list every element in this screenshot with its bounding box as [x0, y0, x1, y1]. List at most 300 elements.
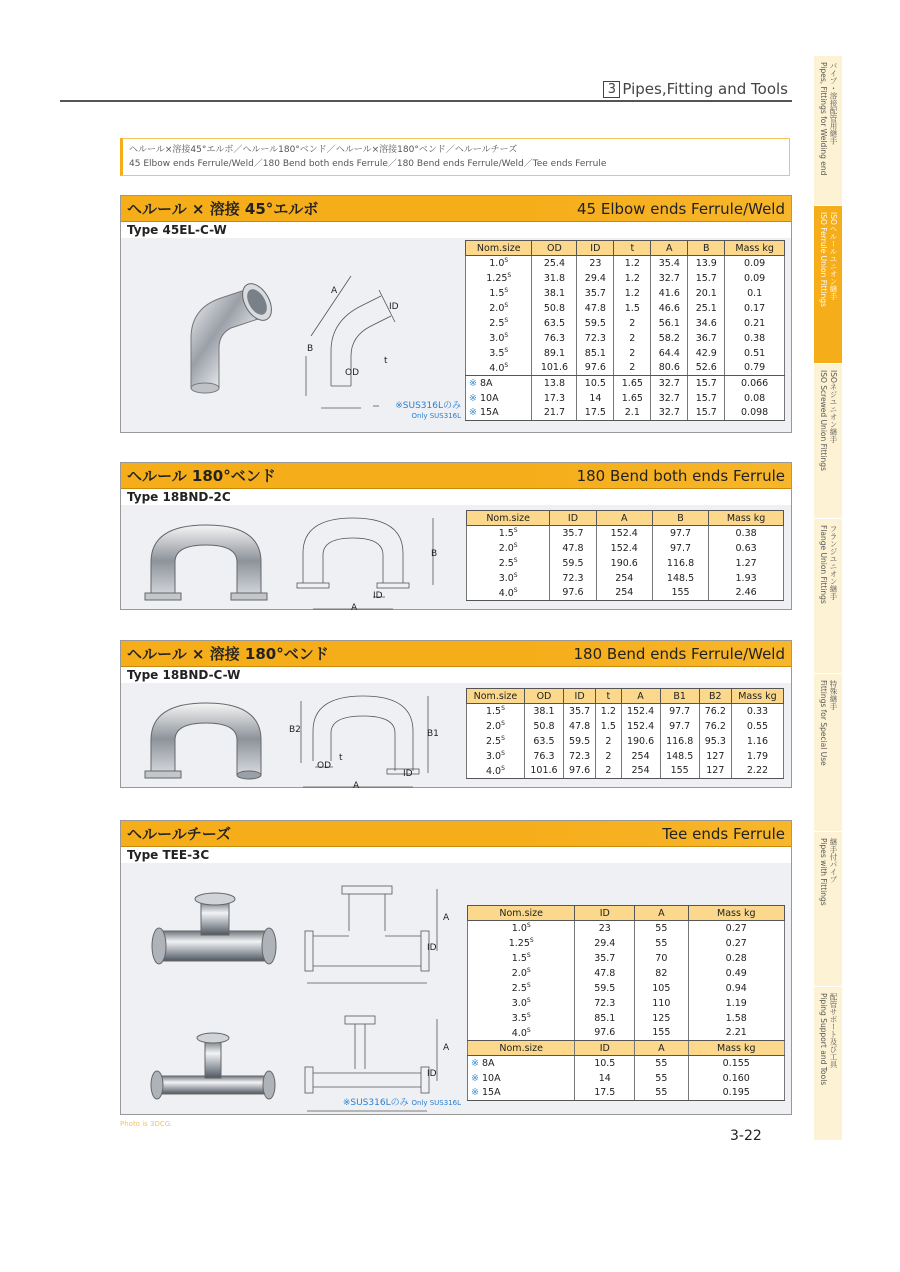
table-cell: 23 [577, 256, 614, 271]
bend-drawing [293, 513, 443, 618]
table-cell: 1.65 [614, 376, 651, 391]
table-cell: $2.0^S$ [466, 301, 532, 316]
section-header [121, 463, 791, 489]
table-cell: 1.93 [709, 571, 784, 586]
table-cell: $1.5^S$ [467, 704, 525, 719]
table-cell: 32.7 [651, 271, 688, 286]
table-cell: 0.28 [688, 951, 785, 966]
table-cell: 23 [575, 921, 635, 936]
table-cell: 46.6 [651, 301, 688, 316]
table-cell: 41.6 [651, 286, 688, 301]
spec-table [467, 905, 785, 1101]
table-cell: $1.0^S$ [466, 256, 532, 271]
sus316l-note [301, 1095, 461, 1108]
dim-a-label: A [443, 913, 450, 923]
bend-weld-photo [141, 695, 271, 783]
table-cell: 1.2 [596, 704, 621, 719]
table-cell: 116.8 [652, 556, 708, 571]
table-cell: $4.0^S$ [466, 361, 532, 376]
table-cell: 76.2 [699, 704, 731, 719]
table-cell: $3.5^S$ [466, 346, 532, 361]
table-row [467, 719, 784, 734]
side-tab-label: 継手付パイプ Pipes with Fittings [819, 838, 838, 906]
table-cell: 254 [621, 749, 660, 764]
side-tab[interactable] [814, 519, 842, 674]
chapter-number: 3 [603, 81, 620, 98]
table-cell: 152.4 [596, 526, 652, 541]
dim-id-label: ID [389, 302, 399, 312]
table-cell: 85.1 [577, 346, 614, 361]
table-cell: $1.0^S$ [468, 921, 575, 936]
table-cell: 0.27 [688, 921, 785, 936]
table-cell: 254 [596, 571, 652, 586]
table-cell: 50.8 [532, 301, 577, 316]
table-cell: 55 [635, 1056, 688, 1071]
table-cell: 97.7 [652, 541, 708, 556]
table-cell: 95.3 [699, 734, 731, 749]
table-cell: 47.8 [575, 966, 635, 981]
table-header: B [688, 241, 725, 256]
table-cell: ※ 8A [468, 1056, 575, 1071]
table-cell: 14 [577, 391, 614, 406]
table-cell: 0.066 [725, 376, 785, 391]
bend-photo [141, 517, 271, 605]
section-45-elbow [120, 195, 792, 433]
table-row [468, 1026, 785, 1041]
table-cell: 0.1 [725, 286, 785, 301]
table-cell: 155 [652, 586, 708, 601]
table-cell: 89.1 [532, 346, 577, 361]
table-cell: 36.7 [688, 331, 725, 346]
table-cell: 254 [596, 586, 652, 601]
table-header: Nom.size [466, 241, 532, 256]
dim-b2-label: B2 [289, 725, 301, 735]
table-header: Mass kg [725, 241, 785, 256]
table-cell: 2 [614, 316, 651, 331]
table-cell: 0.27 [688, 936, 785, 951]
section-180-bend-weld [120, 640, 792, 791]
table-cell: 152.4 [596, 541, 652, 556]
table-row [466, 406, 785, 421]
table-cell: $3.0^S$ [468, 996, 575, 1011]
table-cell: 80.6 [651, 361, 688, 376]
table-cell: 125 [635, 1011, 688, 1026]
table-cell: $2.5^S$ [467, 734, 525, 749]
table-cell: 0.79 [725, 361, 785, 376]
dim-b-label: B [431, 549, 438, 559]
side-tab[interactable] [814, 987, 842, 1141]
table-cell: ※ 15A [466, 406, 532, 421]
table-cell: 0.098 [725, 406, 785, 421]
table-cell: ※ 15A [468, 1086, 575, 1101]
table-row [468, 936, 785, 951]
table-cell: 59.5 [564, 734, 596, 749]
table-cell: 47.8 [550, 541, 596, 556]
table-header: Nom.size [467, 689, 525, 704]
table-header: ID [575, 906, 635, 921]
table-cell: 76.3 [524, 749, 563, 764]
table-header: Mass kg [688, 906, 785, 921]
table-cell: 127 [699, 749, 731, 764]
table-cell: ※ 10A [468, 1071, 575, 1086]
table-header: Mass kg [731, 689, 783, 704]
table-cell: 101.6 [524, 764, 563, 779]
table-cell: 155 [635, 1026, 688, 1041]
table-header: ID [550, 511, 596, 526]
dim-b1-label: B1 [427, 729, 439, 739]
table-cell: 29.4 [577, 271, 614, 286]
table-cell: 50.8 [524, 719, 563, 734]
table-cell: 0.49 [688, 966, 785, 981]
page-header-title [603, 80, 788, 98]
table-cell: 29.4 [575, 936, 635, 951]
tee-drawing [297, 881, 450, 996]
type-label: Type 45EL-C-W [121, 222, 791, 238]
type-label: Type 18BND-C-W [121, 667, 791, 683]
table-header: A [635, 906, 688, 921]
table-cell: 97.7 [660, 704, 699, 719]
table-cell: 2 [614, 346, 651, 361]
table-cell: 2.1 [614, 406, 651, 421]
table-cell: 2.21 [688, 1026, 785, 1041]
table-cell: 2.22 [731, 764, 783, 779]
table-cell: 34.6 [688, 316, 725, 331]
table-cell: 148.5 [652, 571, 708, 586]
table-row [467, 586, 784, 601]
elbow-photo [161, 268, 301, 408]
table-row [466, 376, 785, 391]
table-cell: 0.17 [725, 301, 785, 316]
table-cell: 97.6 [550, 586, 596, 601]
table-cell: 148.5 [660, 749, 699, 764]
section-title-jp: ヘルール × 溶接 180°ベンド [127, 645, 329, 663]
table-cell: 35.7 [564, 704, 596, 719]
table-header: t [614, 241, 651, 256]
table-cell: 15.7 [688, 376, 725, 391]
table-cell: $3.0^S$ [467, 571, 550, 586]
table-row [466, 286, 785, 301]
table-row [467, 764, 784, 779]
table-cell: $1.5^S$ [466, 286, 532, 301]
table-cell: 0.160 [688, 1071, 785, 1086]
tee-photo [143, 883, 283, 983]
table-cell: $4.0^S$ [467, 586, 550, 601]
note-jp: ※SUS316Lのみ [342, 1098, 409, 1108]
table-row [466, 391, 785, 406]
table-cell: 55 [635, 1086, 688, 1101]
dim-a-label: A [353, 781, 360, 791]
dim-od-label: OD [345, 368, 360, 378]
table-subheader: Nom.size [468, 1041, 575, 1056]
dim-t-label: t [339, 753, 343, 763]
table-cell: 152.4 [621, 704, 660, 719]
table-header: A [621, 689, 660, 704]
table-cell: 63.5 [532, 316, 577, 331]
table-header: Nom.size [467, 511, 550, 526]
side-tab[interactable] [814, 206, 842, 364]
table-cell: 0.195 [688, 1086, 785, 1101]
table-row [468, 951, 785, 966]
table-cell: 47.8 [577, 301, 614, 316]
table-cell: 72.3 [575, 996, 635, 1011]
table-cell: 59.5 [550, 556, 596, 571]
type-label: Type 18BND-2C [121, 489, 791, 505]
side-tab[interactable] [814, 674, 842, 832]
dim-id-label: ID [373, 591, 383, 601]
table-cell: 97.7 [652, 526, 708, 541]
table-cell: $1.5^S$ [468, 951, 575, 966]
side-tab[interactable] [814, 56, 842, 206]
section-title-en: 180 Bend both ends Ferrule [576, 466, 785, 485]
table-header: ID [564, 689, 596, 704]
section-title-en: 45 Elbow ends Ferrule/Weld [576, 199, 785, 218]
table-cell: $3.0^S$ [467, 749, 525, 764]
table-cell: 2 [596, 734, 621, 749]
table-cell: 85.1 [575, 1011, 635, 1026]
table-cell: ※ 10A [466, 391, 532, 406]
table-header: B2 [699, 689, 731, 704]
table-cell: $1.25^S$ [468, 936, 575, 951]
spec-table [465, 240, 785, 421]
section-header [121, 196, 791, 222]
table-cell: 47.8 [564, 719, 596, 734]
table-header: B1 [660, 689, 699, 704]
table-cell: 42.9 [688, 346, 725, 361]
table-cell: $2.5^S$ [466, 316, 532, 331]
table-row [467, 526, 784, 541]
header-divider [60, 100, 792, 102]
table-cell: $2.0^S$ [468, 966, 575, 981]
section-tee [120, 820, 792, 1115]
table-cell: $2.0^S$ [467, 541, 550, 556]
table-subheader: A [635, 1041, 688, 1056]
table-cell: 82 [635, 966, 688, 981]
table-cell: 1.58 [688, 1011, 785, 1026]
table-cell: 110 [635, 996, 688, 1011]
table-cell: 35.7 [550, 526, 596, 541]
table-cell: $3.0^S$ [466, 331, 532, 346]
table-cell: 97.6 [577, 361, 614, 376]
table-cell: 32.7 [651, 391, 688, 406]
section-title-jp: ヘルールチーズ [127, 825, 231, 843]
table-cell: 1.27 [709, 556, 784, 571]
table-cell: 58.2 [651, 331, 688, 346]
table-cell: 72.3 [577, 331, 614, 346]
table-cell: 55 [635, 936, 688, 951]
table-cell: 17.5 [577, 406, 614, 421]
dim-a-label: A [331, 286, 338, 296]
table-cell: 1.19 [688, 996, 785, 1011]
table-cell: 0.38 [725, 331, 785, 346]
table-cell: 21.7 [532, 406, 577, 421]
table-cell: 25.1 [688, 301, 725, 316]
table-header: Nom.size [468, 906, 575, 921]
table-header: OD [532, 241, 577, 256]
photo-note: Photo is 3DCG. [120, 1120, 173, 1128]
dim-od-label: OD [317, 761, 332, 771]
side-tab[interactable] [814, 832, 842, 987]
bend-weld-drawing [293, 691, 443, 796]
section-title-jp: ヘルール × 溶接 45°エルボ [127, 200, 319, 218]
table-header: t [596, 689, 621, 704]
intro-jp: ヘルール×溶接45°エルボ／ヘルール180°ベンド／ヘルール×溶接180°ベンド／ヘルールチーズ [129, 145, 518, 155]
table-cell: 20.1 [688, 286, 725, 301]
table-row [467, 556, 784, 571]
table-row [466, 256, 785, 271]
side-tab-label: 配管サポート及び工具 Piping Support and Tools [819, 993, 838, 1086]
table-cell: 1.2 [614, 256, 651, 271]
table-cell: 0.09 [725, 256, 785, 271]
table-cell: 2 [614, 331, 651, 346]
table-cell: 0.38 [709, 526, 784, 541]
table-row [466, 361, 785, 376]
side-tab-label: ISOネジユニオン継手 ISO Screwed Union Fittings [819, 370, 838, 471]
table-row [468, 1056, 785, 1071]
table-cell: 97.6 [564, 764, 596, 779]
table-cell: 31.8 [532, 271, 577, 286]
table-cell: 32.7 [651, 406, 688, 421]
table-cell: 101.6 [532, 361, 577, 376]
table-cell: 32.7 [651, 376, 688, 391]
table-subheader: ID [575, 1041, 635, 1056]
table-cell: 55 [635, 1071, 688, 1086]
table-row [467, 749, 784, 764]
table-cell: 190.6 [621, 734, 660, 749]
table-cell: 55 [635, 921, 688, 936]
side-tab[interactable] [814, 364, 842, 519]
table-header: A [651, 241, 688, 256]
table-row [466, 346, 785, 361]
table-cell: $3.5^S$ [468, 1011, 575, 1026]
table-cell: 1.2 [614, 286, 651, 301]
table-row [466, 316, 785, 331]
table-cell: $2.0^S$ [467, 719, 525, 734]
table-row [468, 1011, 785, 1026]
table-cell: 38.1 [524, 704, 563, 719]
table-header: ID [577, 241, 614, 256]
table-cell: 13.9 [688, 256, 725, 271]
table-cell: 1.5 [596, 719, 621, 734]
table-cell: 0.09 [725, 271, 785, 286]
page-number: 3-22 [730, 1128, 762, 1144]
note-en: Only SUS316L [411, 1099, 461, 1107]
section-title-jp: ヘルール 180°ベンド [127, 467, 276, 485]
table-cell: $1.5^S$ [467, 526, 550, 541]
intro-box [120, 138, 790, 176]
table-cell: 0.94 [688, 981, 785, 996]
intro-en: 45 Elbow ends Ferrule/Weld／180 Bend both ends Ferrule／180 Bend ends Ferrule/Weld／Tee ends Ferrule [129, 159, 607, 169]
note-en: Only SUS316L [411, 412, 461, 420]
side-index [814, 56, 842, 1141]
table-cell: 0.63 [709, 541, 784, 556]
table-cell: $2.5^S$ [468, 981, 575, 996]
table-cell: 72.3 [564, 749, 596, 764]
table-row [468, 1071, 785, 1086]
table-cell: 2.46 [709, 586, 784, 601]
table-cell: 2 [614, 361, 651, 376]
table-cell: 70 [635, 951, 688, 966]
table-cell: 59.5 [577, 316, 614, 331]
dim-id-label: ID [427, 943, 437, 953]
chapter-title: Pipes,Fitting and Tools [622, 80, 788, 98]
table-cell: 76.3 [532, 331, 577, 346]
elbow-drawing [301, 266, 411, 416]
dim-a-label-2: A [443, 1043, 450, 1053]
table-subheader: Mass kg [688, 1041, 785, 1056]
table-cell: 15.7 [688, 271, 725, 286]
dim-b-label: B [307, 344, 314, 354]
table-cell: 35.4 [651, 256, 688, 271]
type-label: Type TEE-3C [121, 847, 791, 863]
side-tab-label: パイプ・溶接配管用継手 Pipes, Fittings for Welding end [819, 62, 838, 176]
table-cell: 2 [596, 764, 621, 779]
table-cell: 155 [660, 764, 699, 779]
table-cell: 35.7 [575, 951, 635, 966]
side-tab-label: 特殊継手 Fittings for Special Use [819, 680, 838, 766]
table-cell: 0.51 [725, 346, 785, 361]
table-row [468, 1086, 785, 1101]
table-cell: $4.0^S$ [468, 1026, 575, 1041]
table-cell: 17.3 [532, 391, 577, 406]
table-cell: 0.155 [688, 1056, 785, 1071]
table-cell: 97.6 [575, 1026, 635, 1041]
dim-a-label: A [351, 603, 358, 613]
table-cell: ※ 8A [466, 376, 532, 391]
section-title-en: Tee ends Ferrule [662, 824, 785, 843]
table-row [468, 996, 785, 1011]
table-row [466, 271, 785, 286]
table-row [468, 981, 785, 996]
dim-t-label: t [384, 356, 388, 366]
table-cell: 72.3 [550, 571, 596, 586]
table-cell: 17.5 [575, 1086, 635, 1101]
table-cell: 15.7 [688, 406, 725, 421]
sus316l-note [351, 398, 461, 421]
table-cell: 0.55 [731, 719, 783, 734]
table-cell: $1.25^S$ [466, 271, 532, 286]
tee-small-drawing [297, 1011, 450, 1126]
table-cell: 127 [699, 764, 731, 779]
spec-table [466, 688, 784, 779]
table-cell: 76.2 [699, 719, 731, 734]
table-header: B [652, 511, 708, 526]
table-cell: 59.5 [575, 981, 635, 996]
table-cell: 52.6 [688, 361, 725, 376]
table-row [467, 734, 784, 749]
table-cell: 1.2 [614, 271, 651, 286]
table-cell: $2.5^S$ [467, 556, 550, 571]
table-header: A [596, 511, 652, 526]
table-cell: 1.65 [614, 391, 651, 406]
side-tab-label: フランジユニオン継手 Flange Union Fittings [819, 525, 838, 604]
table-cell: 14 [575, 1071, 635, 1086]
table-cell: 105 [635, 981, 688, 996]
table-cell: 63.5 [524, 734, 563, 749]
table-cell: 2 [596, 749, 621, 764]
table-cell: 64.4 [651, 346, 688, 361]
table-cell: 0.21 [725, 316, 785, 331]
table-row [467, 704, 784, 719]
note-jp: ※SUS316Lのみ [395, 401, 461, 411]
table-cell: 10.5 [575, 1056, 635, 1071]
side-tab-label: ISOヘルールユニオン継手 ISO Ferrule Union Fittings [819, 212, 838, 307]
table-cell: 10.5 [577, 376, 614, 391]
table-cell: 38.1 [532, 286, 577, 301]
table-header: Mass kg [709, 511, 784, 526]
table-row [466, 331, 785, 346]
table-row [467, 571, 784, 586]
table-cell: 152.4 [621, 719, 660, 734]
